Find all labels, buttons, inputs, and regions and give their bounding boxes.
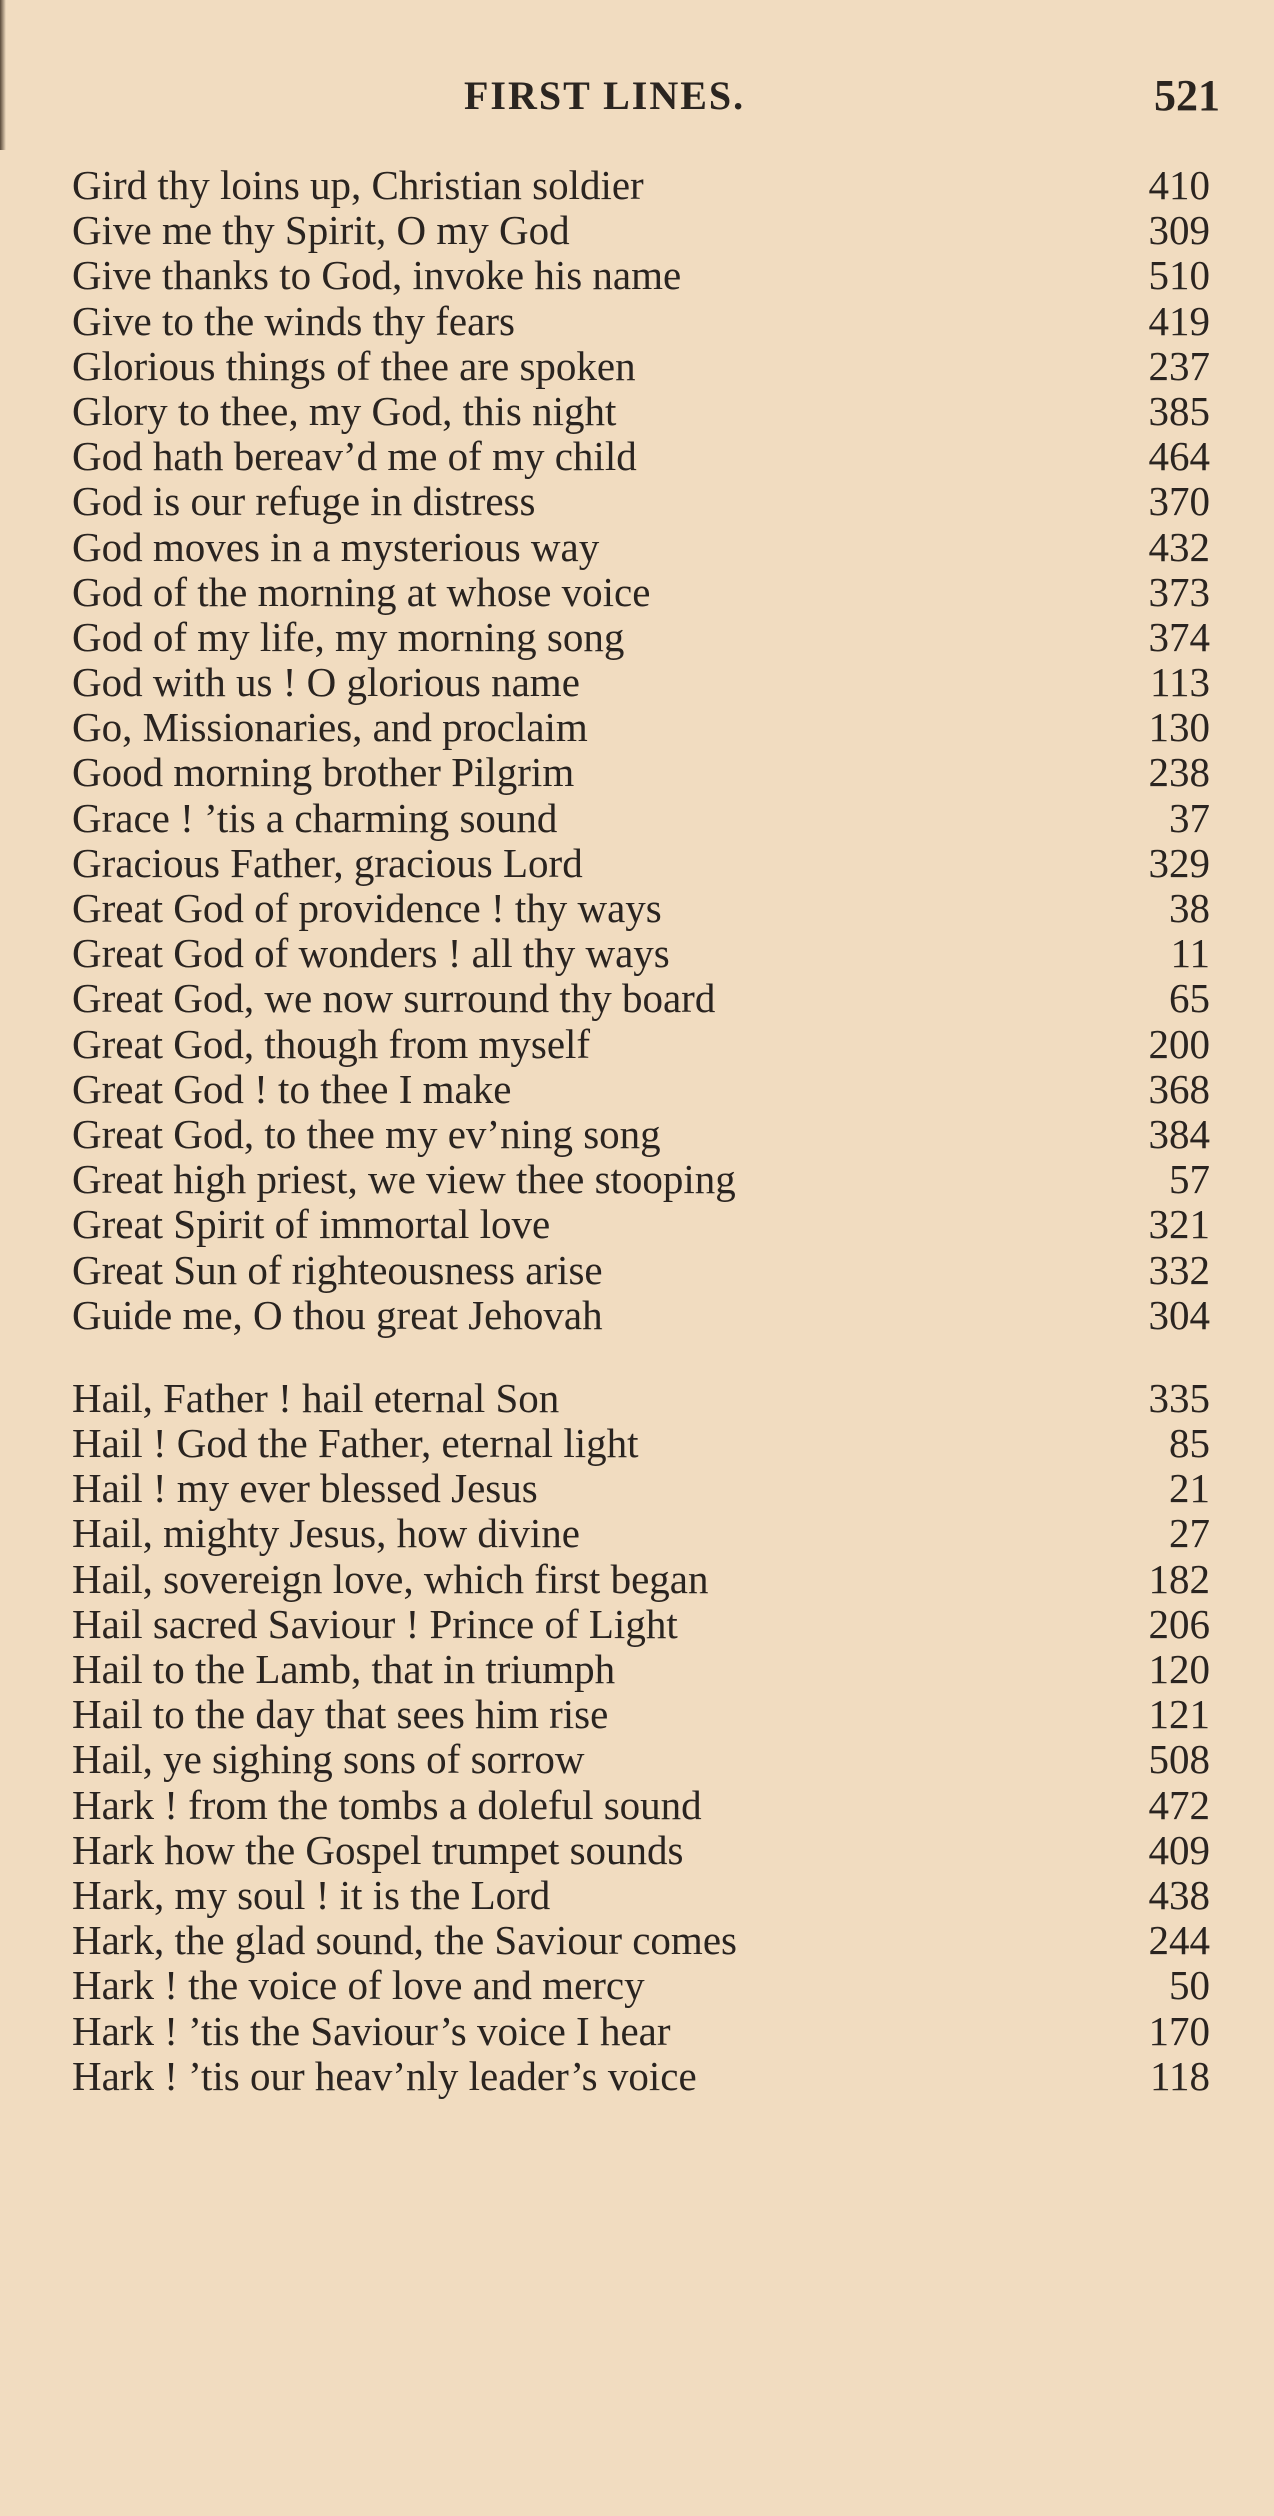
index-entry [72,1067,1210,1112]
entry-hymn-number: 508 [1148,1736,1210,1783]
entry-first-line: Give me thy Spirit, O my God [72,207,570,254]
index-entry [72,2054,1210,2099]
entry-hymn-number: 410 [1148,162,1210,208]
entry-hymn-number: 21 [1169,1465,1210,1512]
index-entry [72,253,1210,298]
entry-hymn-number: 130 [1148,704,1210,751]
entry-first-line: Great God of providence ! thy ways [72,885,662,931]
entry-hymn-number: 368 [1148,1065,1210,1112]
entry-first-line: God is our refuge in distress [72,478,536,525]
entry-first-line: Hark ! from the tombs a doleful sound [72,1781,702,1828]
entry-hymn-number: 85 [1169,1420,1210,1467]
entry-hymn-number: 464 [1148,433,1210,480]
entry-hymn-number: 65 [1169,975,1210,1022]
entry-first-line: Give thanks to God, invoke his name [72,252,682,299]
entry-hymn-number: 472 [1148,1781,1210,1828]
entry-first-line: Grace ! ’tis a charming sound [72,794,558,841]
entry-hymn-number: 384 [1148,1110,1210,1157]
page-number: 521 [1154,71,1220,120]
entry-first-line: Hark, the glad sound, the Saviour comes [72,1917,737,1964]
index-entry [72,1022,1210,1067]
entry-hymn-number: 409 [1148,1826,1210,1873]
index-entry [72,615,1210,660]
entry-hymn-number: 374 [1148,613,1210,660]
index-entry [72,1918,1210,1963]
running-head-title: FIRST LINES. [464,73,746,118]
index-entry [72,1828,1210,1873]
entry-first-line: Glorious things of thee are spoken [72,342,636,389]
entry-first-line: Guide me, O thou great Jehovah [72,1291,603,1338]
index-entry [72,389,1210,434]
entry-hymn-number: 200 [1148,1020,1210,1067]
entry-hymn-number: 170 [1148,2007,1210,2054]
index-entry [72,344,1210,389]
entry-hymn-number: 37 [1169,794,1210,841]
entry-hymn-number: 438 [1148,1871,1210,1918]
page-header [70,68,1220,128]
index-entry [72,660,1210,705]
index-entry [72,1157,1210,1202]
entry-hymn-number: 373 [1148,568,1210,615]
entry-first-line: Great high priest, we view thee stooping [72,1156,736,1203]
entry-first-line: Great God of wonders ! all thy ways [72,930,670,977]
entry-first-line: Give to the winds thy fears [72,297,515,344]
entry-hymn-number: 332 [1148,1246,1210,1293]
entry-first-line: God hath bereav’d me of my child [72,433,637,480]
entry-hymn-number: 206 [1148,1600,1210,1647]
index-entry [72,796,1210,841]
index-entry [72,1602,1210,1647]
entry-hymn-number: 113 [1150,659,1210,706]
entry-first-line: God of my life, my morning song [72,613,625,660]
entry-hymn-number: 118 [1150,2052,1210,2099]
index-entry [72,705,1210,750]
index-entry [72,163,1210,208]
entry-first-line: Great Spirit of immortal love [72,1201,551,1248]
entry-first-line: Gird thy loins up, Christian soldier [72,162,644,208]
index-entry [72,886,1210,931]
first-lines-index [72,163,1210,2099]
entry-first-line: Hark how the Gospel trumpet sounds [72,1826,684,1873]
entry-hymn-number: 182 [1148,1555,1210,1602]
entry-first-line: Great God ! to thee I make [72,1065,512,1112]
entry-first-line: Hail ! God the Father, eternal light [72,1420,639,1467]
entry-hymn-number: 370 [1148,478,1210,525]
index-entry [72,1963,1210,2008]
index-entry [72,2009,1210,2054]
index-entry [72,434,1210,479]
entry-first-line: Hail sacred Saviour ! Prince of Light [72,1600,678,1647]
entry-first-line: Hail to the day that sees him rise [72,1691,609,1738]
entry-hymn-number: 11 [1170,930,1210,977]
entry-first-line: Hark ! ’tis our heav’nly leader’s voice [72,2052,697,2099]
index-entry [72,1511,1210,1556]
entry-first-line: Hail, Father ! hail eternal Son [72,1374,560,1421]
entry-first-line: Hail, sovereign love, which first began [72,1555,709,1602]
index-entry [72,1783,1210,1828]
entry-first-line: Great God, though from myself [72,1020,591,1067]
index-entry [72,1647,1210,1692]
index-entry [72,479,1210,524]
entry-hymn-number: 50 [1169,1962,1210,2009]
entry-first-line: Hark, my soul ! it is the Lord [72,1871,551,1918]
index-entry [72,1421,1210,1466]
section-gap [72,1338,1210,1376]
index-entry [72,1466,1210,1511]
entry-hymn-number: 57 [1169,1156,1210,1203]
entry-first-line: Hail, mighty Jesus, how divine [72,1510,580,1557]
entry-hymn-number: 385 [1148,387,1210,434]
entry-hymn-number: 309 [1148,207,1210,254]
entry-hymn-number: 335 [1148,1374,1210,1421]
page-edge-shadow [0,0,6,150]
index-entry [72,1293,1210,1338]
index-entry [72,299,1210,344]
index-entry [72,1112,1210,1157]
index-entry [72,931,1210,976]
entry-hymn-number: 244 [1148,1917,1210,1964]
index-entry [72,1202,1210,1247]
entry-hymn-number: 238 [1148,749,1210,796]
entry-first-line: God of the morning at whose voice [72,568,651,615]
entry-hymn-number: 419 [1148,297,1210,344]
entry-hymn-number: 120 [1148,1646,1210,1692]
entry-first-line: Great God, to thee my ev’ning song [72,1110,661,1157]
entry-first-line: Hark ! ’tis the Saviour’s voice I hear [72,2007,671,2054]
index-entry [72,976,1210,1021]
index-entry [72,1692,1210,1737]
entry-hymn-number: 304 [1148,1291,1210,1338]
entry-hymn-number: 329 [1148,839,1210,886]
entry-hymn-number: 237 [1148,342,1210,389]
entry-first-line: Great Sun of righteousness arise [72,1246,603,1293]
index-entry [72,525,1210,570]
index-entry [72,1248,1210,1293]
entry-hymn-number: 27 [1169,1510,1210,1557]
index-entry [72,1873,1210,1918]
entry-first-line: Gracious Father, gracious Lord [72,839,583,886]
index-entry [72,208,1210,253]
entry-hymn-number: 432 [1148,523,1210,570]
index-entry [72,1557,1210,1602]
index-entry [72,1376,1210,1421]
entry-first-line: Go, Missionaries, and proclaim [72,704,588,751]
entry-first-line: God moves in a mysterious way [72,523,600,570]
entry-hymn-number: 38 [1169,885,1210,931]
index-entry [72,1737,1210,1782]
entry-hymn-number: 510 [1148,252,1210,299]
entry-first-line: Hail to the Lamb, that in triumph [72,1646,616,1692]
entry-first-line: Good morning brother Pilgrim [72,749,575,796]
entry-first-line: God with us ! O glorious name [72,659,580,706]
entry-first-line: Great God, we now surround thy board [72,975,716,1022]
index-entry [72,750,1210,795]
index-entry [72,570,1210,615]
entry-first-line: Hail ! my ever blessed Jesus [72,1465,538,1512]
index-entry [72,841,1210,886]
entry-first-line: Glory to thee, my God, this night [72,387,617,434]
entry-hymn-number: 321 [1148,1201,1210,1248]
entry-hymn-number: 121 [1148,1691,1210,1738]
entry-first-line: Hail, ye sighing sons of sorrow [72,1736,585,1783]
entry-first-line: Hark ! the voice of love and mercy [72,1962,645,2009]
